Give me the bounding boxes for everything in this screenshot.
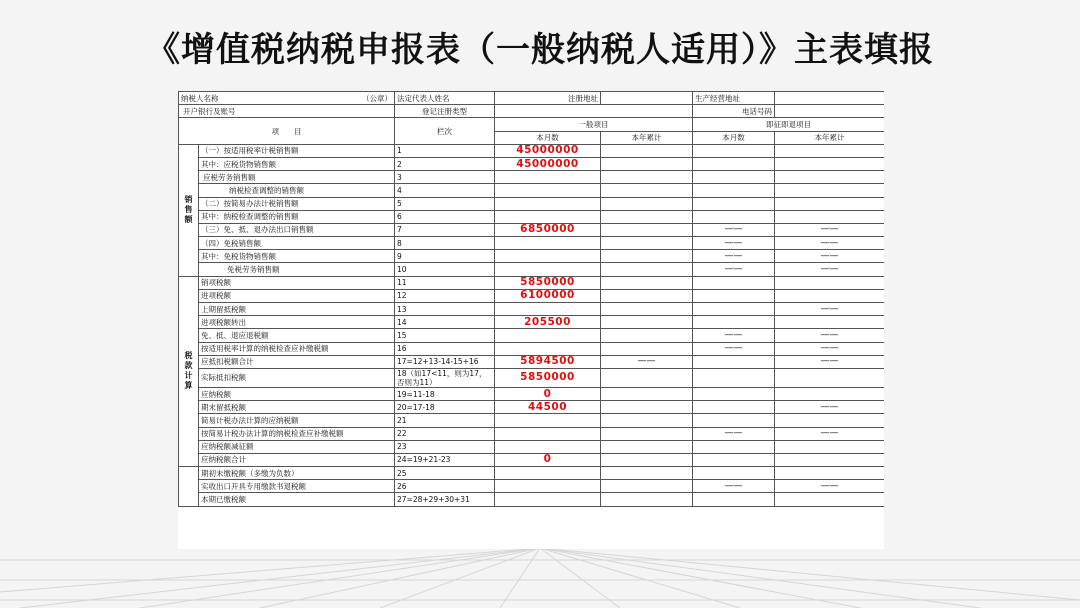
cell-iy[interactable]	[775, 414, 885, 427]
table-row	[179, 368, 885, 387]
table-row	[179, 223, 885, 236]
cell-iy[interactable]	[775, 440, 885, 453]
info-row-2	[179, 105, 885, 118]
general-month-header: 本月数	[495, 131, 601, 144]
phone-value[interactable]	[775, 105, 885, 118]
row-col-number: 5	[395, 197, 495, 210]
cell-iy[interactable]: ——	[775, 480, 885, 493]
row-col-number: 24=19+21-23	[395, 453, 495, 466]
page-title: 《增值税纳税申报表（一般纳税人适用）》主表填报	[146, 30, 934, 70]
legal-rep-label: 法定代表人姓名	[395, 92, 495, 105]
cell-gy[interactable]	[601, 427, 693, 440]
cell-im[interactable]	[693, 144, 775, 157]
cell-gy[interactable]	[601, 387, 693, 400]
row-col-number: 19=11-18	[395, 387, 495, 400]
cell-im[interactable]	[693, 197, 775, 210]
cell-gy[interactable]	[601, 480, 693, 493]
table-row	[179, 250, 885, 263]
table-row	[179, 414, 885, 427]
cell-iy[interactable]: ——	[775, 303, 885, 316]
cell-gy[interactable]	[601, 401, 693, 414]
cell-gm[interactable]: 45000000	[495, 157, 601, 170]
row-col-number: 18（如17<11，则为17，否则为11）	[395, 368, 495, 387]
row-col-number: 23	[395, 440, 495, 453]
cell-im[interactable]: ——	[693, 223, 775, 236]
cell-gm[interactable]	[495, 171, 601, 184]
cell-im[interactable]: ——	[693, 250, 775, 263]
row-col-number: 10	[395, 263, 495, 276]
general-year-header: 本年累计	[601, 131, 693, 144]
cell-gm[interactable]	[495, 250, 601, 263]
reg-type-value[interactable]	[495, 105, 693, 118]
row-col-number: 25	[395, 467, 495, 480]
table-row	[179, 467, 885, 480]
cell-iy[interactable]: ——	[775, 329, 885, 342]
cell-iy[interactable]	[775, 157, 885, 170]
row-label: （一）按适用税率计税销售额	[199, 144, 395, 157]
cell-gm[interactable]	[495, 184, 601, 197]
row-label: 纳税检查调整的销售额	[199, 184, 395, 197]
row-col-number: 16	[395, 342, 495, 355]
cell-gy[interactable]	[601, 493, 693, 506]
cell-gm[interactable]	[495, 237, 601, 250]
row-label: 本期已缴税额	[199, 493, 395, 506]
reg-type-label: 登记注册类型	[395, 105, 495, 118]
row-col-number: 8	[395, 237, 495, 250]
cell-im[interactable]: ——	[693, 480, 775, 493]
section-sales: 销售额	[179, 144, 199, 276]
cell-iy[interactable]	[775, 289, 885, 302]
cell-im[interactable]	[693, 440, 775, 453]
row-label: 进项税额转出	[199, 316, 395, 329]
cell-gm[interactable]: 6850000	[495, 223, 601, 236]
row-col-number: 13	[395, 303, 495, 316]
table-row	[179, 289, 885, 302]
cell-iy[interactable]	[775, 171, 885, 184]
row-label: 实际抵扣税额	[199, 368, 395, 387]
cell-gy[interactable]	[601, 303, 693, 316]
row-label: 进项税额	[199, 289, 395, 302]
taxpayer-name-label: 纳税人名称	[181, 93, 219, 103]
row-label: 期初未缴税额（多缴为负数）	[199, 467, 395, 480]
cell-iy[interactable]	[775, 184, 885, 197]
cell-im[interactable]: ——	[693, 342, 775, 355]
row-col-number: 11	[395, 276, 495, 289]
cell-gm[interactable]: 0	[495, 387, 601, 400]
table-row	[179, 387, 885, 400]
table-row	[179, 316, 885, 329]
info-row-1	[179, 92, 885, 105]
cell-im[interactable]	[693, 289, 775, 302]
cell-gy[interactable]	[601, 171, 693, 184]
cell-gy[interactable]	[601, 157, 693, 170]
cell-iy[interactable]: ——	[775, 427, 885, 440]
immediate-month-header: 本月数	[693, 131, 775, 144]
cell-gm[interactable]	[495, 427, 601, 440]
row-label: 上期留抵税额	[199, 303, 395, 316]
row-col-number: 2	[395, 157, 495, 170]
row-label: （三）免、抵、退办法出口销售额	[199, 223, 395, 236]
table-row	[179, 427, 885, 440]
row-label: （二）按简易办法计税销售额	[199, 197, 395, 210]
row-col-number: 22	[395, 427, 495, 440]
row-col-number: 12	[395, 289, 495, 302]
tax-return-form	[178, 91, 884, 549]
row-label: 其中：免税货物销售额	[199, 250, 395, 263]
cell-im[interactable]	[693, 387, 775, 400]
row-col-number: 6	[395, 210, 495, 223]
table-row	[179, 197, 885, 210]
cell-gm[interactable]	[495, 263, 601, 276]
cell-gm[interactable]: 205500	[495, 316, 601, 329]
table-row	[179, 263, 885, 276]
row-label: 应纳税额	[199, 387, 395, 400]
cell-im[interactable]	[693, 414, 775, 427]
cell-gy[interactable]	[601, 263, 693, 276]
row-col-number: 7	[395, 223, 495, 236]
cell-gy[interactable]	[601, 467, 693, 480]
row-label: 其中：纳税检查调整的销售额	[199, 210, 395, 223]
cell-gm[interactable]	[495, 440, 601, 453]
cell-gm[interactable]	[495, 467, 601, 480]
cell-iy[interactable]	[775, 210, 885, 223]
table-row	[179, 237, 885, 250]
table-row	[179, 157, 885, 170]
cell-im[interactable]: ——	[693, 427, 775, 440]
row-col-number: 1	[395, 144, 495, 157]
cell-iy[interactable]	[775, 467, 885, 480]
row-label: 其中：应税货物销售额	[199, 157, 395, 170]
cell-gy[interactable]	[601, 316, 693, 329]
row-col-number: 27=28+29+30+31	[395, 493, 495, 506]
phone-label: 电话号码	[693, 105, 775, 118]
cell-im[interactable]: ——	[693, 237, 775, 250]
cell-gm[interactable]	[495, 493, 601, 506]
seal-label: （公章）	[362, 93, 392, 103]
cell-im[interactable]	[693, 171, 775, 184]
cell-im[interactable]	[693, 157, 775, 170]
table-row	[179, 355, 885, 368]
cell-gm[interactable]	[495, 303, 601, 316]
row-label: 按适用税率计算的纳税检查应补缴税额	[199, 342, 395, 355]
col-header: 栏次	[395, 118, 495, 144]
cell-gy[interactable]	[601, 250, 693, 263]
cell-im[interactable]	[693, 355, 775, 368]
cell-gy[interactable]	[601, 342, 693, 355]
cell-gy[interactable]	[601, 184, 693, 197]
table-row	[179, 171, 885, 184]
cell-gm[interactable]	[495, 197, 601, 210]
cell-gm[interactable]: 5894500	[495, 355, 601, 368]
cell-gy[interactable]	[601, 289, 693, 302]
row-label: 按简易计税办法计算的纳税检查应补缴税额	[199, 427, 395, 440]
table-row	[179, 184, 885, 197]
cell-iy[interactable]: ——	[775, 250, 885, 263]
cell-gm[interactable]: 0	[495, 453, 601, 466]
cell-gy[interactable]	[601, 414, 693, 427]
cell-gm[interactable]	[495, 329, 601, 342]
cell-im[interactable]	[693, 368, 775, 387]
table-row	[179, 440, 885, 453]
cell-im[interactable]: ——	[693, 263, 775, 276]
table-row	[179, 342, 885, 355]
row-label: 简易计税办法计算的应纳税额	[199, 414, 395, 427]
cell-im[interactable]	[693, 210, 775, 223]
cell-im[interactable]	[693, 453, 775, 466]
table-row	[179, 303, 885, 316]
row-label: 免、抵、退应退税额	[199, 329, 395, 342]
header-row-1	[179, 118, 885, 131]
table-row	[179, 401, 885, 414]
row-col-number: 9	[395, 250, 495, 263]
table-row	[179, 493, 885, 506]
cell-iy[interactable]: ——	[775, 223, 885, 236]
cell-iy[interactable]	[775, 276, 885, 289]
cell-gy[interactable]	[601, 453, 693, 466]
row-col-number: 3	[395, 171, 495, 184]
row-label: 应抵扣税额合计	[199, 355, 395, 368]
cell-iy[interactable]	[775, 387, 885, 400]
cell-gm[interactable]	[495, 210, 601, 223]
tax-return-table	[178, 91, 884, 507]
table-row	[179, 276, 885, 289]
cell-iy[interactable]	[775, 197, 885, 210]
general-header: 一般项目	[495, 118, 693, 131]
immediate-header: 即征即退项目	[693, 118, 885, 131]
cell-gm[interactable]: 5850000	[495, 276, 601, 289]
cell-gm[interactable]	[495, 414, 601, 427]
cell-iy[interactable]: ——	[775, 355, 885, 368]
cell-iy[interactable]	[775, 368, 885, 387]
cell-iy[interactable]	[775, 493, 885, 506]
row-label: 应税劳务销售额	[199, 171, 395, 184]
cell-gm[interactable]: 44500	[495, 401, 601, 414]
cell-im[interactable]	[693, 303, 775, 316]
row-label: 应纳税额合计	[199, 453, 395, 466]
row-label: （四）免税销售额	[199, 237, 395, 250]
table-row	[179, 453, 885, 466]
cell-iy[interactable]	[775, 144, 885, 157]
reg-address-label: 注册地址	[495, 92, 601, 105]
cell-gy[interactable]	[601, 237, 693, 250]
cell-iy[interactable]	[775, 453, 885, 466]
cell-im[interactable]	[693, 401, 775, 414]
cell-im[interactable]	[693, 184, 775, 197]
row-label: 销项税额	[199, 276, 395, 289]
table-row	[179, 210, 885, 223]
cell-gy[interactable]	[601, 329, 693, 342]
row-label: 实收出口开具专用缴款书退税额	[199, 480, 395, 493]
cell-im[interactable]	[693, 276, 775, 289]
row-label: 免税劳务销售额	[199, 263, 395, 276]
cell-iy[interactable]	[775, 316, 885, 329]
row-label: 期末留抵税额	[199, 401, 395, 414]
cell-gy[interactable]	[601, 276, 693, 289]
section-tax: 税款计算	[179, 276, 199, 466]
cell-gy[interactable]	[601, 368, 693, 387]
reg-address-value[interactable]	[601, 92, 693, 105]
cell-iy[interactable]: ——	[775, 263, 885, 276]
cell-im[interactable]	[693, 316, 775, 329]
row-col-number: 14	[395, 316, 495, 329]
row-col-number: 21	[395, 414, 495, 427]
cell-im[interactable]: ——	[693, 329, 775, 342]
cell-gy[interactable]	[601, 197, 693, 210]
bank-label: 开户银行及账号	[179, 105, 395, 118]
cell-gy[interactable]	[601, 440, 693, 453]
table-row	[179, 329, 885, 342]
row-col-number: 20=17-18	[395, 401, 495, 414]
row-col-number: 17=12+13-14-15+16	[395, 355, 495, 368]
cell-iy[interactable]: ——	[775, 401, 885, 414]
cell-im[interactable]	[693, 467, 775, 480]
table-row	[179, 480, 885, 493]
cell-gm[interactable]	[495, 480, 601, 493]
biz-address-value[interactable]	[775, 92, 885, 105]
cell-im[interactable]	[693, 493, 775, 506]
row-col-number: 26	[395, 480, 495, 493]
immediate-year-header: 本年累计	[775, 131, 885, 144]
row-col-number: 15	[395, 329, 495, 342]
cell-gy[interactable]	[601, 210, 693, 223]
cell-gm[interactable]: 45000000	[495, 144, 601, 157]
table-row	[179, 144, 885, 157]
cell-gm[interactable]: 6100000	[495, 289, 601, 302]
cell-gy[interactable]	[601, 144, 693, 157]
row-label: 应纳税额减征额	[199, 440, 395, 453]
section-payment	[179, 467, 199, 507]
cell-iy[interactable]: ——	[775, 237, 885, 250]
cell-gy[interactable]	[601, 223, 693, 236]
biz-address-label: 生产经营地址	[693, 92, 775, 105]
cell-gm[interactable]	[495, 342, 601, 355]
cell-gm[interactable]: 5850000	[495, 368, 601, 387]
cell-iy[interactable]: ——	[775, 342, 885, 355]
row-col-number: 4	[395, 184, 495, 197]
item-header: 项 目	[179, 118, 395, 144]
cell-gy[interactable]: ——	[601, 355, 693, 368]
